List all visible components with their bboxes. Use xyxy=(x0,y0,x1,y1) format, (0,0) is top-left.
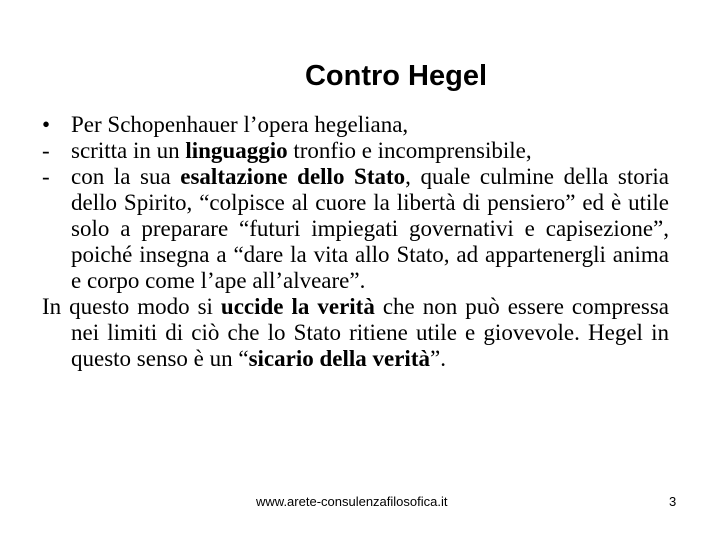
bullet-item xyxy=(42,138,669,164)
slide-footer xyxy=(0,494,720,514)
bold-phrase: sicario della verità xyxy=(248,346,430,371)
bold-phrase: linguaggio xyxy=(185,138,288,163)
text-segment: scritta in un xyxy=(71,138,186,163)
bullet-marker: • xyxy=(42,112,51,137)
bold-phrase: uccide la verità xyxy=(220,294,375,319)
bullet-marker: - xyxy=(42,164,50,189)
text-segment: , quale culmine della storia dello Spirito, “colpisce al cuore la libertà di pensiero” ed è utile solo a preparare “futuri impiegati governativi e capisezione”, poiché insegna a “dare la vita allo Stato, ad appartenergli anima e corpo come l’ape all’alveare”. xyxy=(71,164,670,293)
text-segment: tronfio e incomprensibile, xyxy=(287,138,532,163)
page-number: 3 xyxy=(669,494,677,509)
bullet-item xyxy=(42,164,669,294)
bullet-item xyxy=(42,112,669,138)
bullet-marker: - xyxy=(42,138,50,163)
slide-body xyxy=(42,112,669,372)
text-segment: Per Schopenhauer l’opera hegeliana, xyxy=(71,112,409,137)
closing-paragraph xyxy=(42,294,669,372)
slide-title: Contro Hegel xyxy=(304,60,488,92)
text-segment: In questo modo si xyxy=(42,294,221,319)
bold-phrase: esaltazione dello Stato xyxy=(180,164,406,189)
text-segment: con la sua xyxy=(71,164,181,189)
text-segment: che non può essere compressa nei limiti di ciò che lo Stato ritiene utile e giovevole. Hegel in questo senso è un “ xyxy=(71,294,669,371)
bullet-list xyxy=(42,112,669,294)
footer-url: www.arete-consulenzafilosofica.it xyxy=(256,494,448,509)
text-segment: ”. xyxy=(429,346,446,371)
